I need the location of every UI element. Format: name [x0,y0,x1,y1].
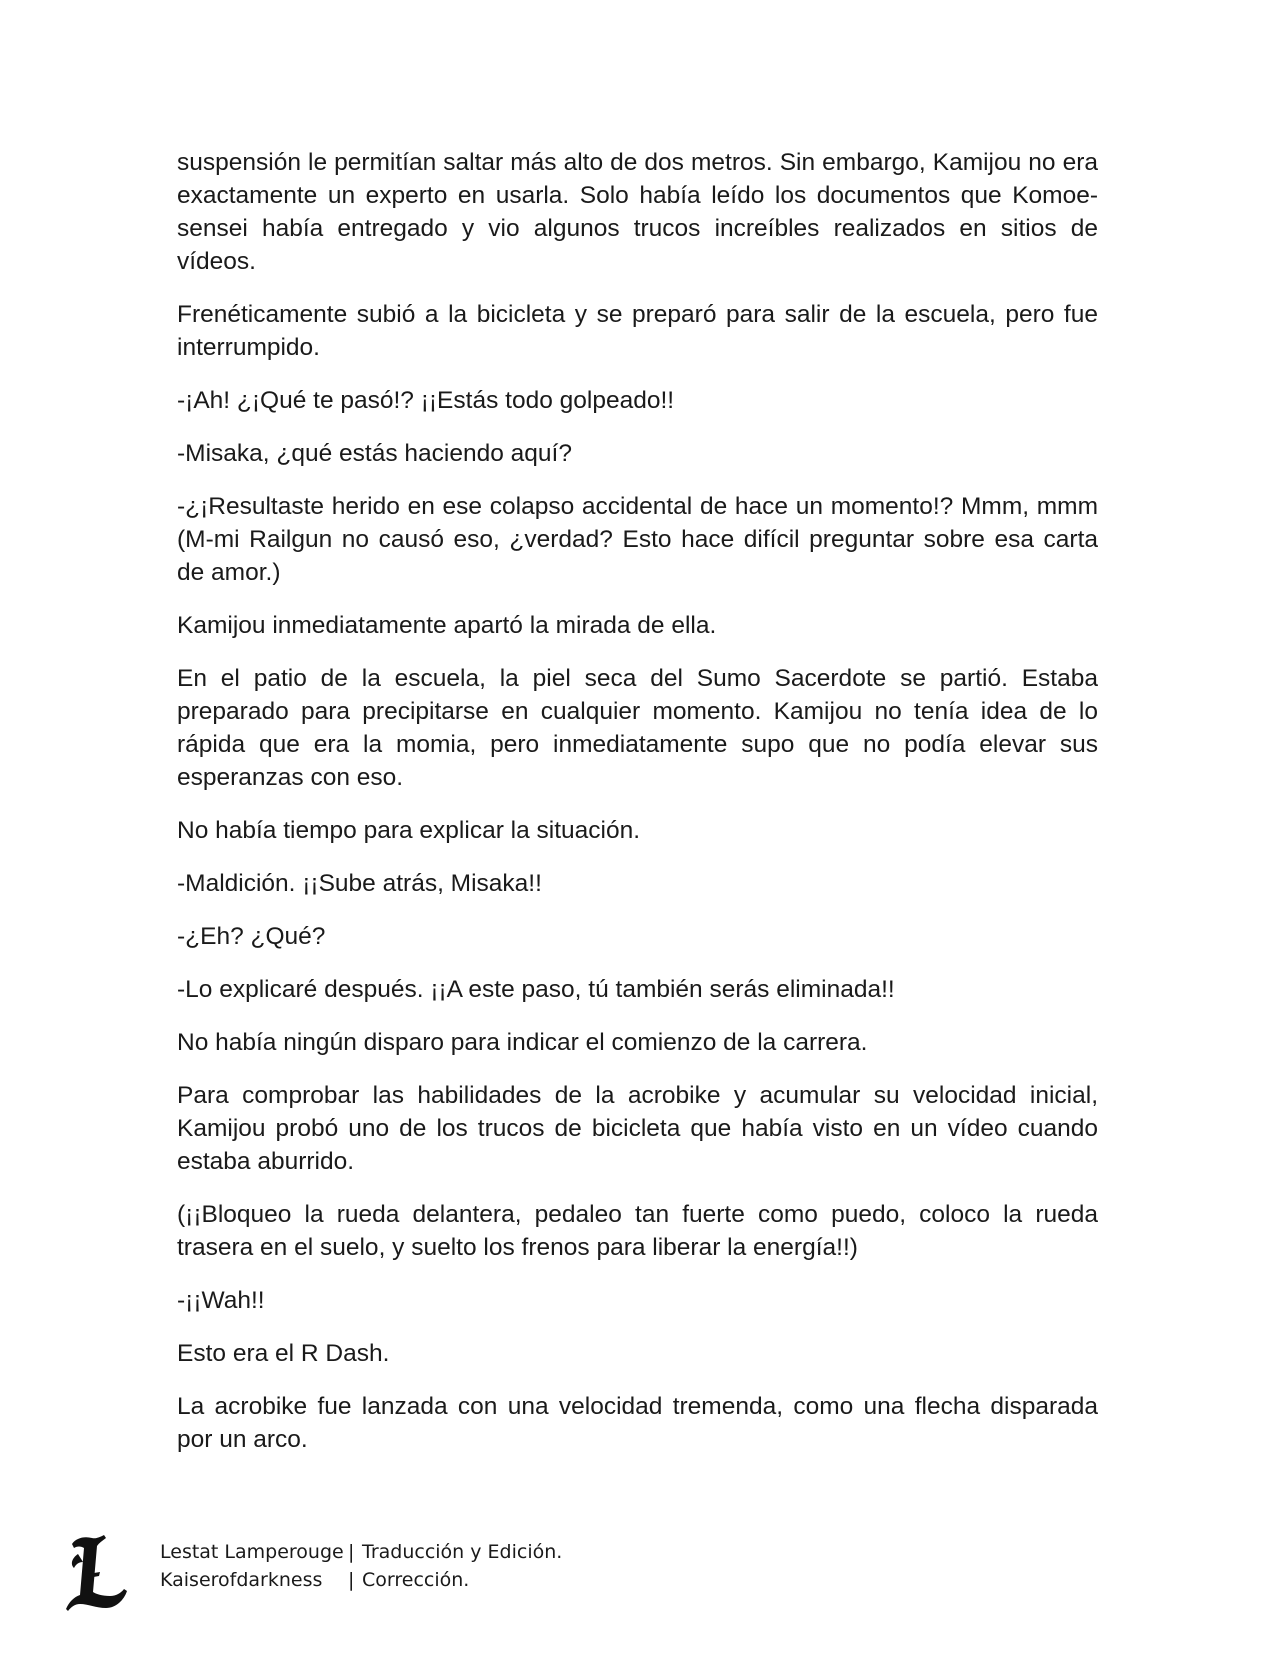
paragraph: La acrobike fue lanzada con una velocidad tremenda, como una flecha disparada por un arco. [177,1393,1098,1453]
paragraph: -¡Ah! ¿¡Qué te pasó!? ¡¡Estás todo golpeado!! [177,387,675,414]
text-body [177,146,1098,1456]
paragraph: Esto era el R Dash. [177,1340,390,1367]
paragraph: Kamijou inmediatamente apartó la mirada de ella. [177,612,717,639]
paragraph: suspensión le permitían saltar más alto de dos metros. Sin embargo, Kamijou no era exactamente un experto en usarla. Solo había leído los documentos que Komoe-sensei había entregado y vio algunos trucos increíbles realizados en sitios de vídeos. [177,149,1098,275]
paragraph: -¡¡Wah!! [177,1287,265,1314]
paragraph: -Lo explicaré después. ¡¡A este paso, tú también serás eliminada!! [177,976,895,1003]
credits [160,1538,562,1594]
paragraph: -Misaka, ¿qué estás haciendo aquí? [177,440,572,467]
paragraph: No había ningún disparo para indicar el comienzo de la carrera. [177,1029,868,1056]
paragraph: (¡¡Bloqueo la rueda delantera, pedaleo tan fuerte como puedo, coloco la rueda trasera en el suelo, y suelto los frenos para liberar la energía!!) [177,1201,1098,1261]
page-footer [66,1534,766,1614]
credit-separator: | [348,1541,355,1563]
paragraph: -Maldición. ¡¡Sube atrás, Misaka!! [177,870,542,897]
credit-row [160,1566,562,1594]
paragraph: -¿Eh? ¿Qué? [177,923,326,950]
paragraph: Frenéticamente subió a la bicicleta y se preparó para salir de la escuela, pero fue interrumpido. [177,301,1098,361]
credit-name: Kaiserofdarkness [160,1569,323,1591]
gothic-letter-l-icon [66,1534,128,1614]
credit-row [160,1538,562,1566]
paragraph: En el patio de la escuela, la piel seca del Sumo Sacerdote se partió. Estaba preparado para precipitarse en cualquier momento. Kamijou no tenía idea de lo rápida que era la momia, pero inmediatamente supo que no podía elevar sus esperanzas con eso. [177,665,1098,791]
paragraph: -¿¡Resultaste herido en ese colapso accidental de hace un momento!? Mmm, mmm (M-mi Railgun no causó eso, ¿verdad? Esto hace difícil preguntar sobre esa carta de amor.) [177,493,1098,586]
credit-name: Lestat Lamperouge [160,1541,344,1563]
paragraph: Para comprobar las habilidades de la acrobike y acumular su velocidad inicial, Kamijou probó uno de los trucos de bicicleta que había visto en un vídeo cuando estaba aburrido. [177,1082,1098,1175]
credit-separator: | [348,1569,355,1591]
credit-role: Corrección. [362,1569,470,1591]
paragraph: No había tiempo para explicar la situación. [177,817,641,844]
credit-role: Traducción y Edición. [362,1541,563,1563]
